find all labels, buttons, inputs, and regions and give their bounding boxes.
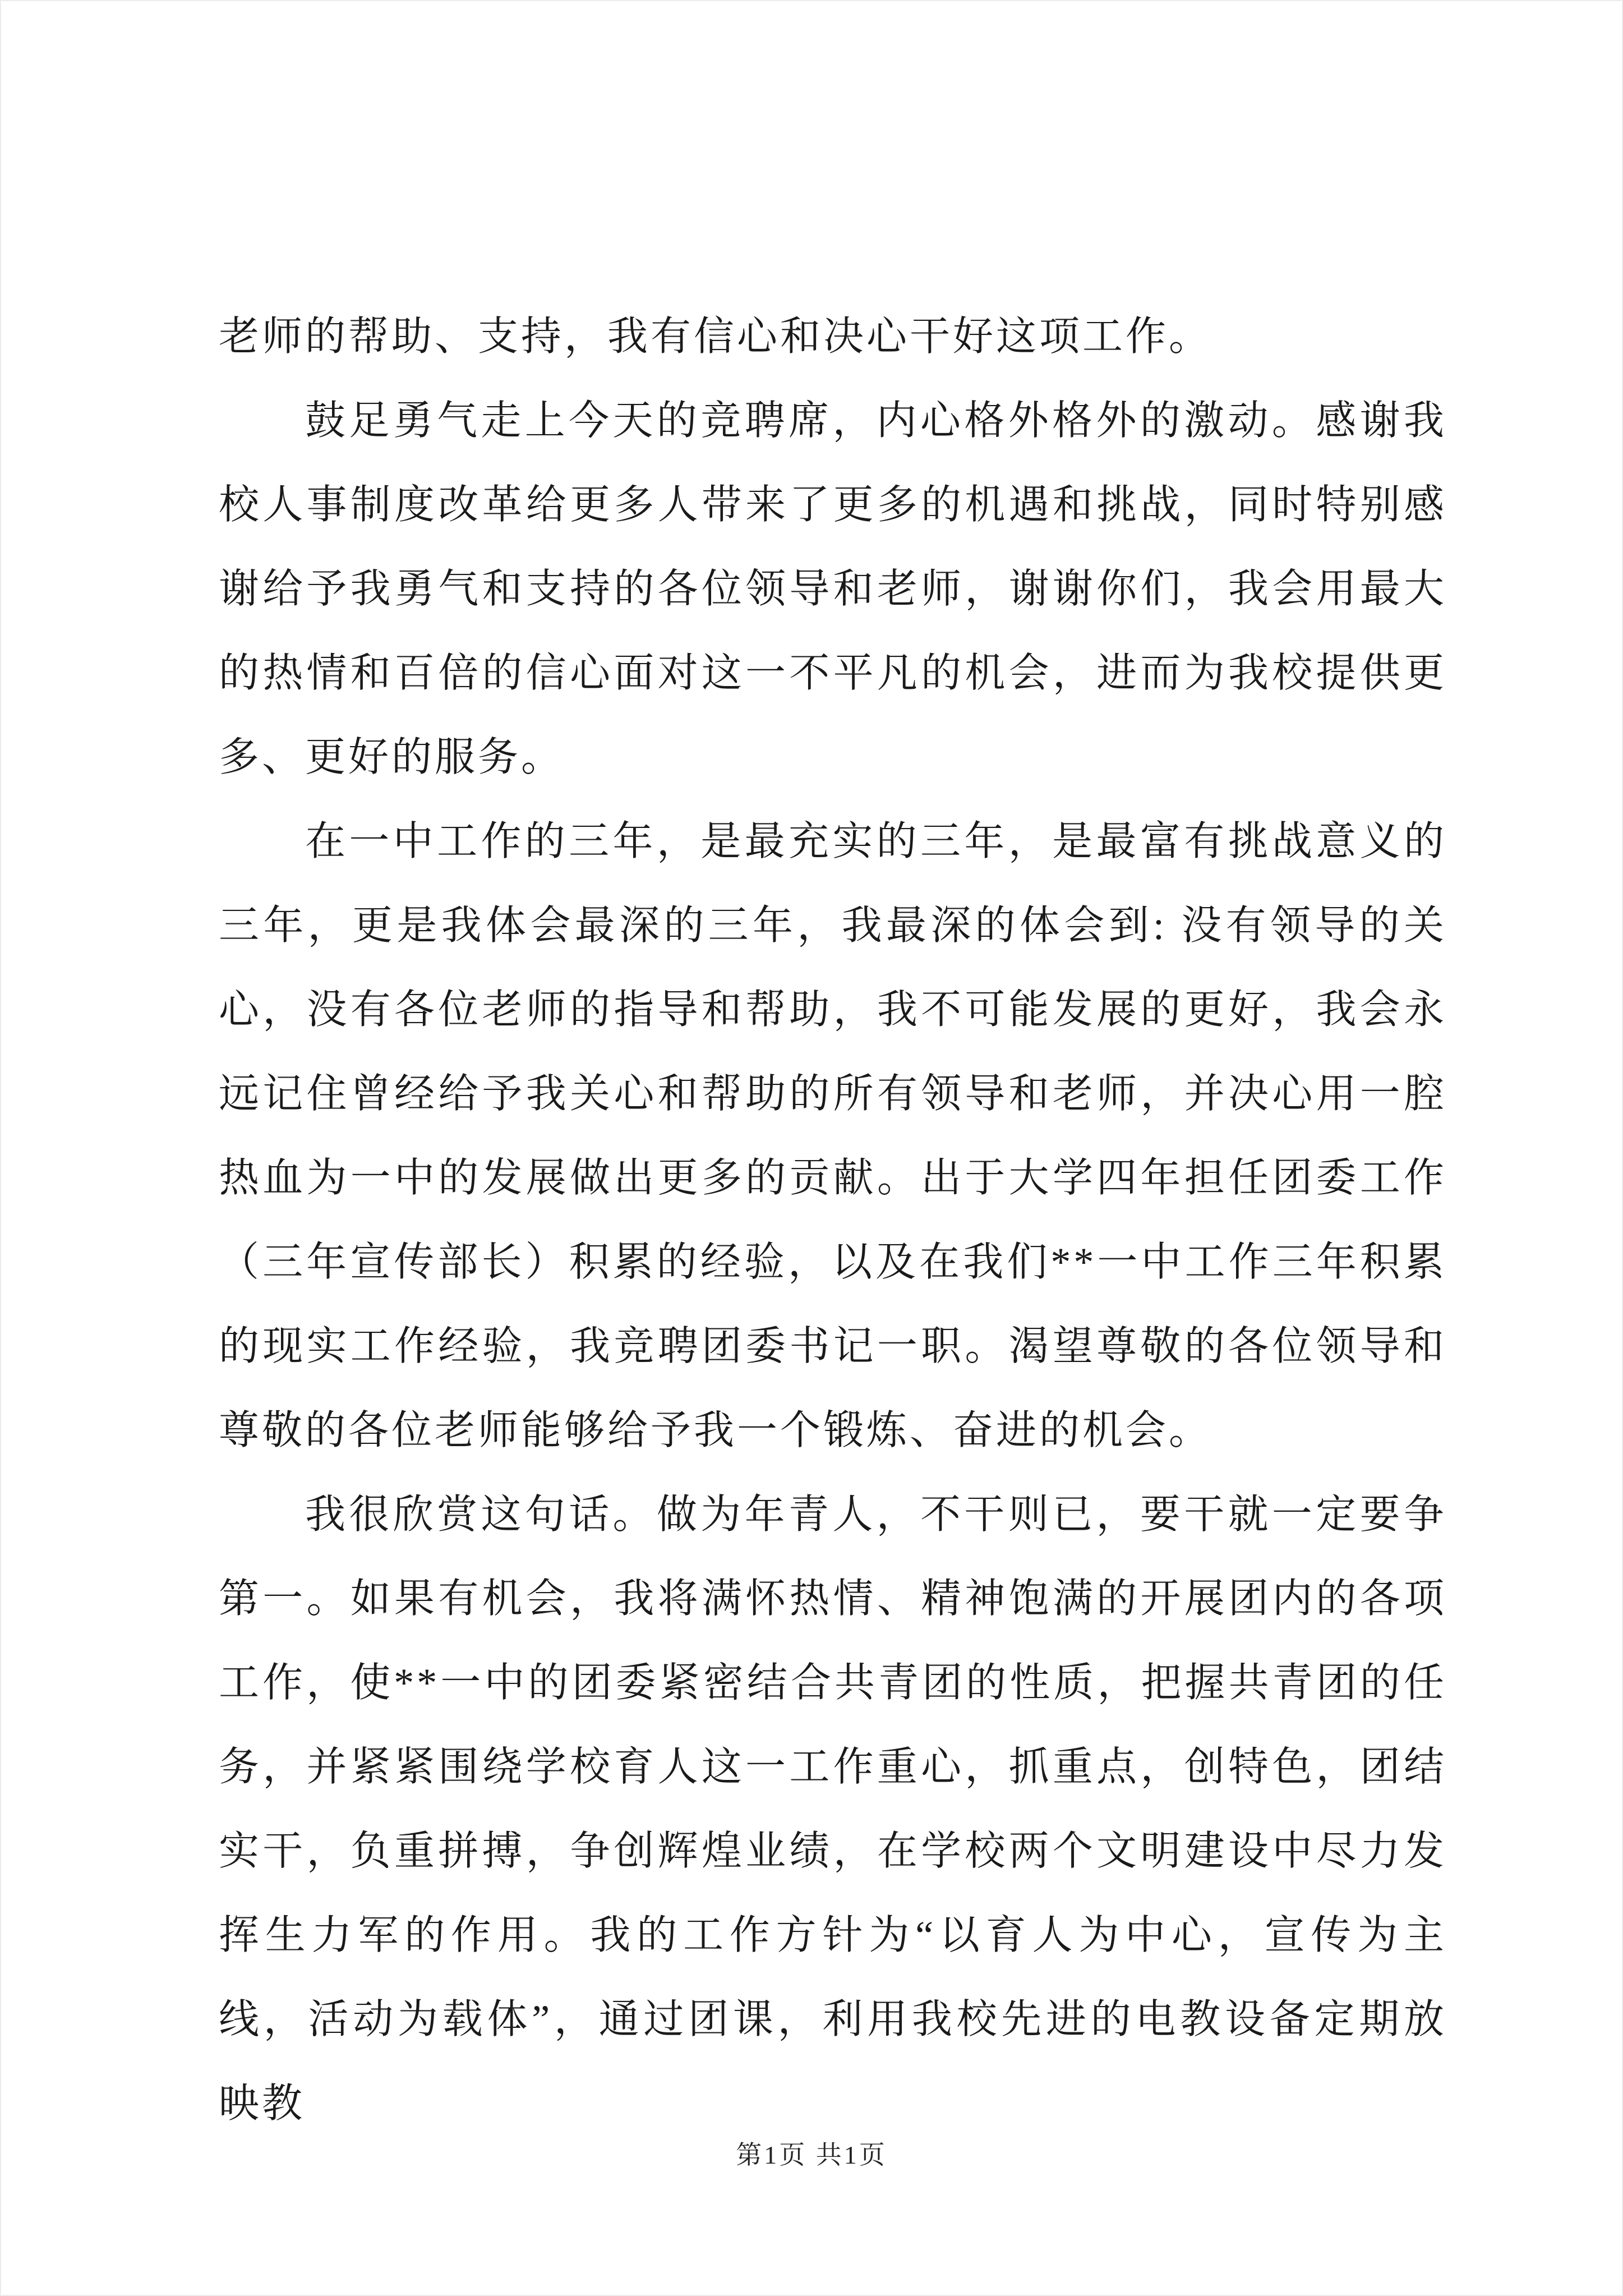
paragraph: 鼓足勇气走上今天的竞聘席，内心格外格外的激动。感谢我校人事制度改革给更多人带来了更多的机遇和挑战，同时特别感谢给予我勇气和支持的各位领导和老师，谢谢你们，我会用最大的热情和百倍的信心面对这一不平凡的机会，进而为我校提供更多、更好的服务。	[219, 398, 1447, 780]
paragraph: 我很欣赏这句话。做为年青人，不干则已，要干就一定要争第一。如果有机会，我将满怀热情、精神饱满的开展团内的各项工作，使**一中的团委紧密结合共青团的性质，把握共青团的任务，并紧紧围绕学校育人这一工作重心，抓重点，创特色，团结实干，负重拼搏，争创辉煌业绩，在学校两个文明建设中尽力发挥生力军的作用。我的工作方针为“以育人为中心，宣传为主线，活动为载体”，通过团课，利用我校先进的电教设备定期放映教	[219, 1492, 1447, 2126]
document-body	[219, 295, 1447, 2146]
page-number-text: 第1页 共1页	[736, 2141, 887, 2169]
paragraph: 在一中工作的三年，是最充实的三年，是最富有挑战意义的三年，更是我体会最深的三年，我最深的体会到: 没有领导的关心，没有各位老师的指导和帮助，我不可能发展的更好，我会永远记住曾经给予我关心和帮助的所有领导和老师，并决心用一腔热血为一中的发展做出更多的贡献。出于大学四年担任团委工作（三年宣传部长）积累的经验，以及在我们**一中工作三年积累的现实工作经验，我竞聘团委书记一职。渴望尊敬的各位领导和尊敬的各位老师能够给予我一个锻炼、奋进的机会。	[219, 819, 1447, 1453]
paragraph: 老师的帮助、支持，我有信心和决心干好这项工作。	[219, 314, 1212, 359]
page-footer	[0, 2134, 1623, 2171]
